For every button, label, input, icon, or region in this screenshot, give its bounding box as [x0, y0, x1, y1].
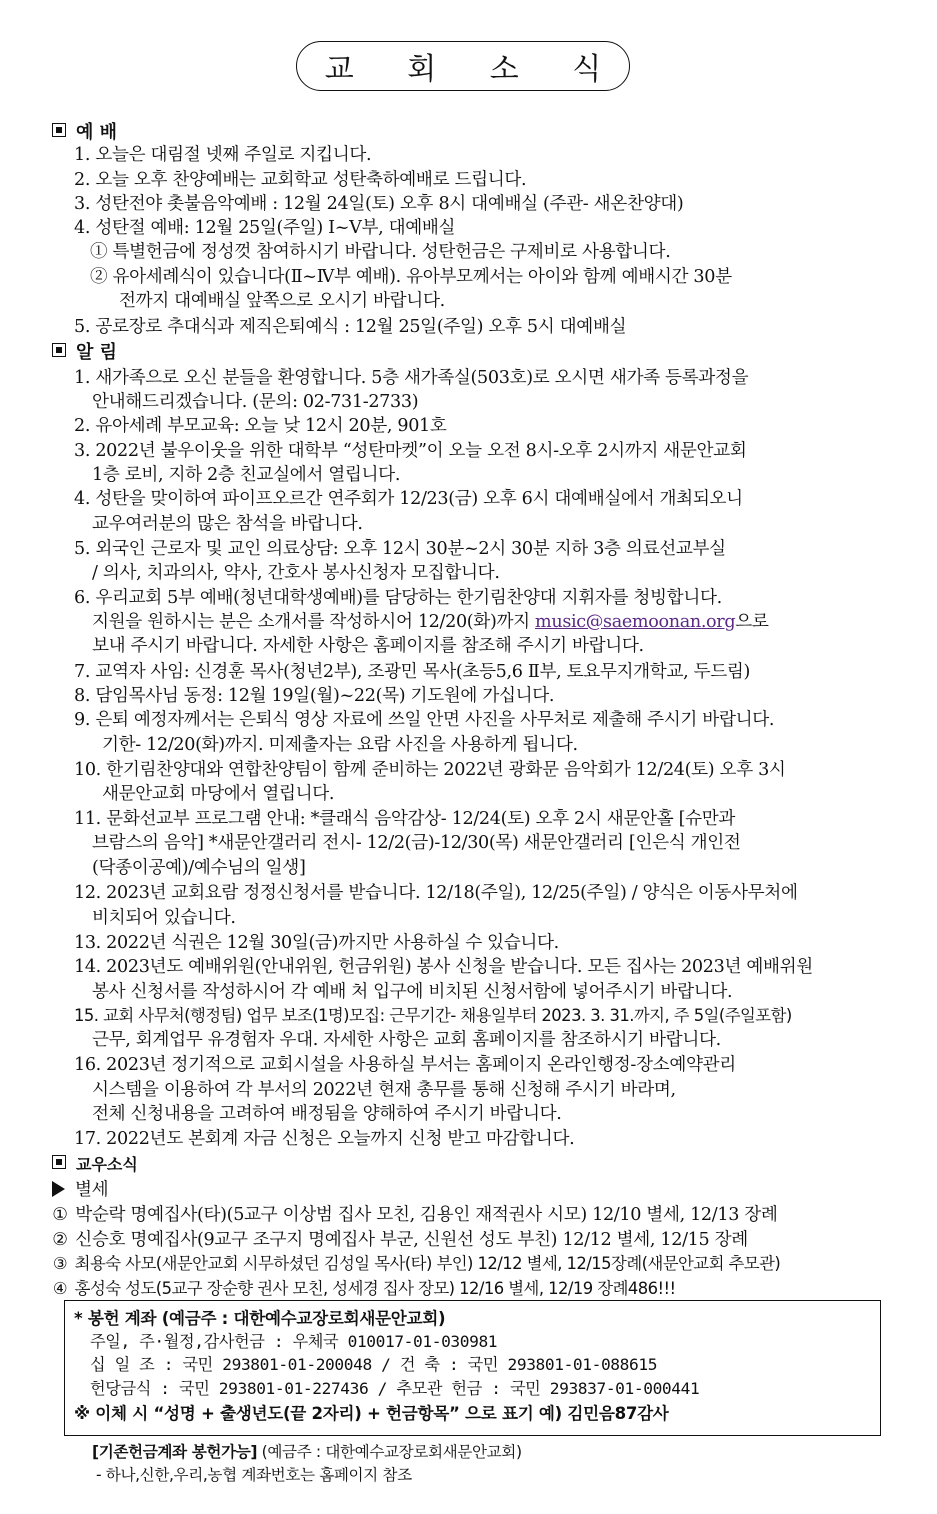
item-text: 신승호 명예집사(9교구 조구지 명예집사 부군, 신원선 성도 부친) 12/12 별세, 12/15 장례: [70, 1230, 748, 1250]
notice-line: 1. 새가족으로 오신 분들을 환영합니다. 5층 새가족실(503호)로 오시면 새가족 등록과정을: [74, 368, 749, 388]
notice-line: 17. 2022년도 본회계 자금 신청은 오늘까지 신청 받고 마감합니다.: [74, 1129, 575, 1149]
footer-line: [92, 1441, 522, 1463]
obituary-item: [50, 1277, 676, 1301]
heading-label: 예 배: [76, 122, 118, 143]
section-heading-members: [52, 1154, 138, 1176]
notice-line: 근무, 회계업무 유경험자 우대. 자세한 사항은 교회 홈페이지를 참조하시기 바랍니다.: [92, 1030, 721, 1050]
notice-line: 기한- 12/20(화)까지. 미제출자는 요람 사진을 사용하게 됩니다.: [102, 735, 578, 755]
filled-square-icon: [52, 123, 66, 137]
notice-line: 봉사 신청서를 작성하시어 각 예배 처 입구에 비치된 신청서함에 넣어주시기 바랍니다.: [92, 982, 733, 1002]
worship-subitem-cont: 전까지 대예배실 앞쪽으로 오시기 바랍니다.: [119, 291, 445, 311]
notice-line: 8. 담임목사님 동정: 12월 19일(월)~22(목) 기도원에 가십니다.: [74, 686, 555, 706]
triangle-right-icon: [52, 1181, 65, 1197]
notice-line: / 의사, 치과의사, 약사, 간호사 봉사신청자 모집합니다.: [92, 563, 500, 583]
notice-line: 13. 2022년 식권은 12월 30일(금)까지만 사용하실 수 있습니다.: [74, 933, 559, 953]
heading-label: 교우소식: [76, 1155, 138, 1174]
notice-line: 10. 한기림찬양대와 연합찬양팀이 함께 준비하는 2022년 광화문 음악회가 12/24(토) 오후 3시: [74, 760, 786, 780]
item-text: 박순락 명예집사(타)(5교구 이상범 집사 모친, 김용인 재적권사 시모) 12/10 별세, 12/13 장례: [70, 1205, 778, 1225]
worship-item: 3. 성탄전야 촛불음악예배 : 12월 24일(토) 오후 8시 대예배실 (주관- 새온찬양대): [74, 194, 684, 214]
notice-line: 시스템을 이용하여 각 부서의 2022년 현재 총무를 통해 신청해 주시기 바라며,: [92, 1080, 676, 1100]
email-link[interactable]: music@saemoonan.org: [535, 612, 736, 632]
notice-line: [92, 610, 769, 634]
worship-item: 4. 성탄절 예배: 12월 25일(주일) Ⅰ~Ⅴ부, 대예배실: [74, 218, 456, 238]
notice-line: 2. 유아세례 부모교육: 오늘 낮 12시 20분, 901호: [74, 416, 447, 436]
notice-line: 14. 2023년도 예배위원(안내위원, 헌금위원) 봉사 신청을 받습니다. 모든 집사는 2023년 예배위원: [74, 957, 813, 977]
item-number: ③: [52, 1254, 68, 1273]
notice-line: 비치되어 있습니다.: [92, 908, 236, 928]
footer-line: - 하나,신한,우리,농협 계좌번호는 홈페이지 참조: [96, 1466, 412, 1484]
notice-line: 브람스의 음악] *새문안갤러리 전시- 12/2(금)-12/30(목) 새문안갤러리 [인은식 개인전: [92, 833, 741, 853]
notice-line: 16. 2023년 정기적으로 교회시설을 사용하실 부서는 홈페이지 온라인행정-장소예약관리: [74, 1055, 736, 1075]
obituary-item: [50, 1203, 778, 1227]
item-text: 홍성숙 성도(5교구 장순향 권사 모친, 성세경 집사 장모) 12/16 별세, 12/19 장례486!!!: [70, 1279, 676, 1298]
item-number: ①: [52, 1205, 68, 1225]
obituary-item: [50, 1228, 748, 1252]
footer-bold: [기존헌금계좌 봉헌가능]: [92, 1443, 258, 1461]
worship-subitem: ② 유아세례식이 있습니다(Ⅱ~Ⅳ부 예배). 유아부모께서는 아이와 함께 예배시간 30분: [90, 267, 732, 287]
notice-line: 보내 주시기 바랍니다. 자세한 사항은 홈페이지를 참조해 주시기 바랍니다.: [92, 636, 644, 656]
notice-line: 12. 2023년 교회요람 정정신청서를 받습니다. 12/18(주일), 12/25(주일) / 양식은 이동사무처에: [74, 883, 798, 903]
worship-subitem: ① 특별헌금에 정성껏 참여하시기 바랍니다. 성탄헌금은 구제비로 사용합니다.: [90, 242, 671, 262]
item-text: 최용숙 사모(새문안교회 시무하셨던 김성일 목사(타) 부인) 12/12 별세, 12/15장례(새문안교회 추모관): [70, 1254, 781, 1273]
notice-line: 11. 문화선교부 프로그램 안내: *클래식 음악감상- 12/24(토) 오후 2시 새문안홀 [슈만과: [74, 809, 736, 829]
notice-line: 7. 교역자 사임: 신경훈 목사(청년2부), 조광민 목사(초등5,6 Ⅱ부, 토요무지개학교, 두드림): [74, 662, 751, 682]
notice-line: 15. 교회 사무처(행정팀) 업무 보조(1명)모집: 근무기간- 채용일부터 2023. 3. 31.까지, 주 5일(주일포함): [74, 1006, 792, 1025]
account-line: 헌당금식 : 국민 293801-01-227436 / 추모관 헌금 : 국민 293837-01-000441: [90, 1379, 700, 1398]
section-heading-notices: [52, 342, 117, 364]
notice-line: 3. 2022년 불우이웃을 위한 대학부 “성탄마켓”이 오늘 오전 8시-오후 2시까지 새문안교회: [74, 441, 747, 461]
notice-line: 안내해드리겠습니다. (문의: 02-731-2733): [92, 392, 419, 412]
notice-line: 6. 우리교회 5부 예배(청년대학생예배)를 담당하는 한기림찬양대 지휘자를 청빙합니다.: [74, 588, 722, 608]
account-line: 십 일 조 : 국민 293801-01-200048 / 건 축 : 국민 293801-01-088615: [90, 1355, 658, 1374]
worship-item: 5. 공로장로 추대식과 제직은퇴예식 : 12월 25일(주일) 오후 5시 대예배실: [74, 317, 627, 337]
notice-line: 4. 성탄을 맞이하여 파이프오르간 연주회가 12/23(금) 오후 6시 대예배실에서 개최되오니: [74, 489, 743, 509]
notice-text: 지원을 원하시는 분은 소개서를 작성하시어 12/20(화)까지: [92, 612, 535, 632]
item-number: ④: [52, 1279, 68, 1298]
heading-label: 알 림: [76, 342, 118, 363]
notice-line: 5. 외국인 근로자 및 교인 의료상담: 오후 12시 30분~2시 30분 지하 3층 의료선교부실: [74, 539, 726, 559]
notice-line: 교우여러분의 많은 참석을 바랍니다.: [92, 514, 363, 534]
transfer-note: ※ 이체 시 “성명 + 출생년도(끝 2자리) + 헌금항목” 으로 표기 예) 김민음87감사: [74, 1404, 669, 1423]
filled-square-icon: [52, 1155, 66, 1169]
notice-line: 새문안교회 마당에서 열립니다.: [102, 784, 335, 804]
page-title: 교 회 소 식: [296, 41, 630, 91]
notice-line: 전체 신청내용을 고려하여 배정됨을 양해하여 주시기 바랍니다.: [92, 1104, 562, 1124]
subheading-label: 별세: [75, 1180, 109, 1200]
notice-line: 9. 은퇴 예정자께서는 은퇴식 영상 자료에 쓰일 안면 사진을 사무처로 제출해 주시기 바랍니다.: [74, 710, 775, 730]
notice-text: 으로: [735, 612, 769, 632]
notice-line: 1층 로비, 지하 2층 친교실에서 열립니다.: [92, 465, 401, 485]
section-heading-worship: [52, 122, 117, 144]
subheading-obituary: [52, 1178, 108, 1202]
item-number: ②: [52, 1230, 68, 1250]
account-line: 주일, 주·월정,감사헌금 : 우체국 010017-01-030981: [90, 1332, 498, 1351]
obituary-item: [50, 1252, 780, 1276]
worship-item: 1. 오늘은 대림절 넷째 주일로 지킵니다.: [74, 145, 372, 165]
accounts-title: * 봉헌 계좌 (예금주 : 대한예수교장로회새문안교회): [74, 1309, 446, 1328]
notice-line: (닥종이공예)/예수님의 일생]: [92, 858, 306, 878]
filled-square-icon: [52, 343, 66, 357]
footer-text: (예금주 : 대한예수교장로회새문안교회): [257, 1443, 522, 1461]
worship-item: 2. 오늘 오후 찬양예배는 교회학교 성탄축하예배로 드립니다.: [74, 170, 527, 190]
